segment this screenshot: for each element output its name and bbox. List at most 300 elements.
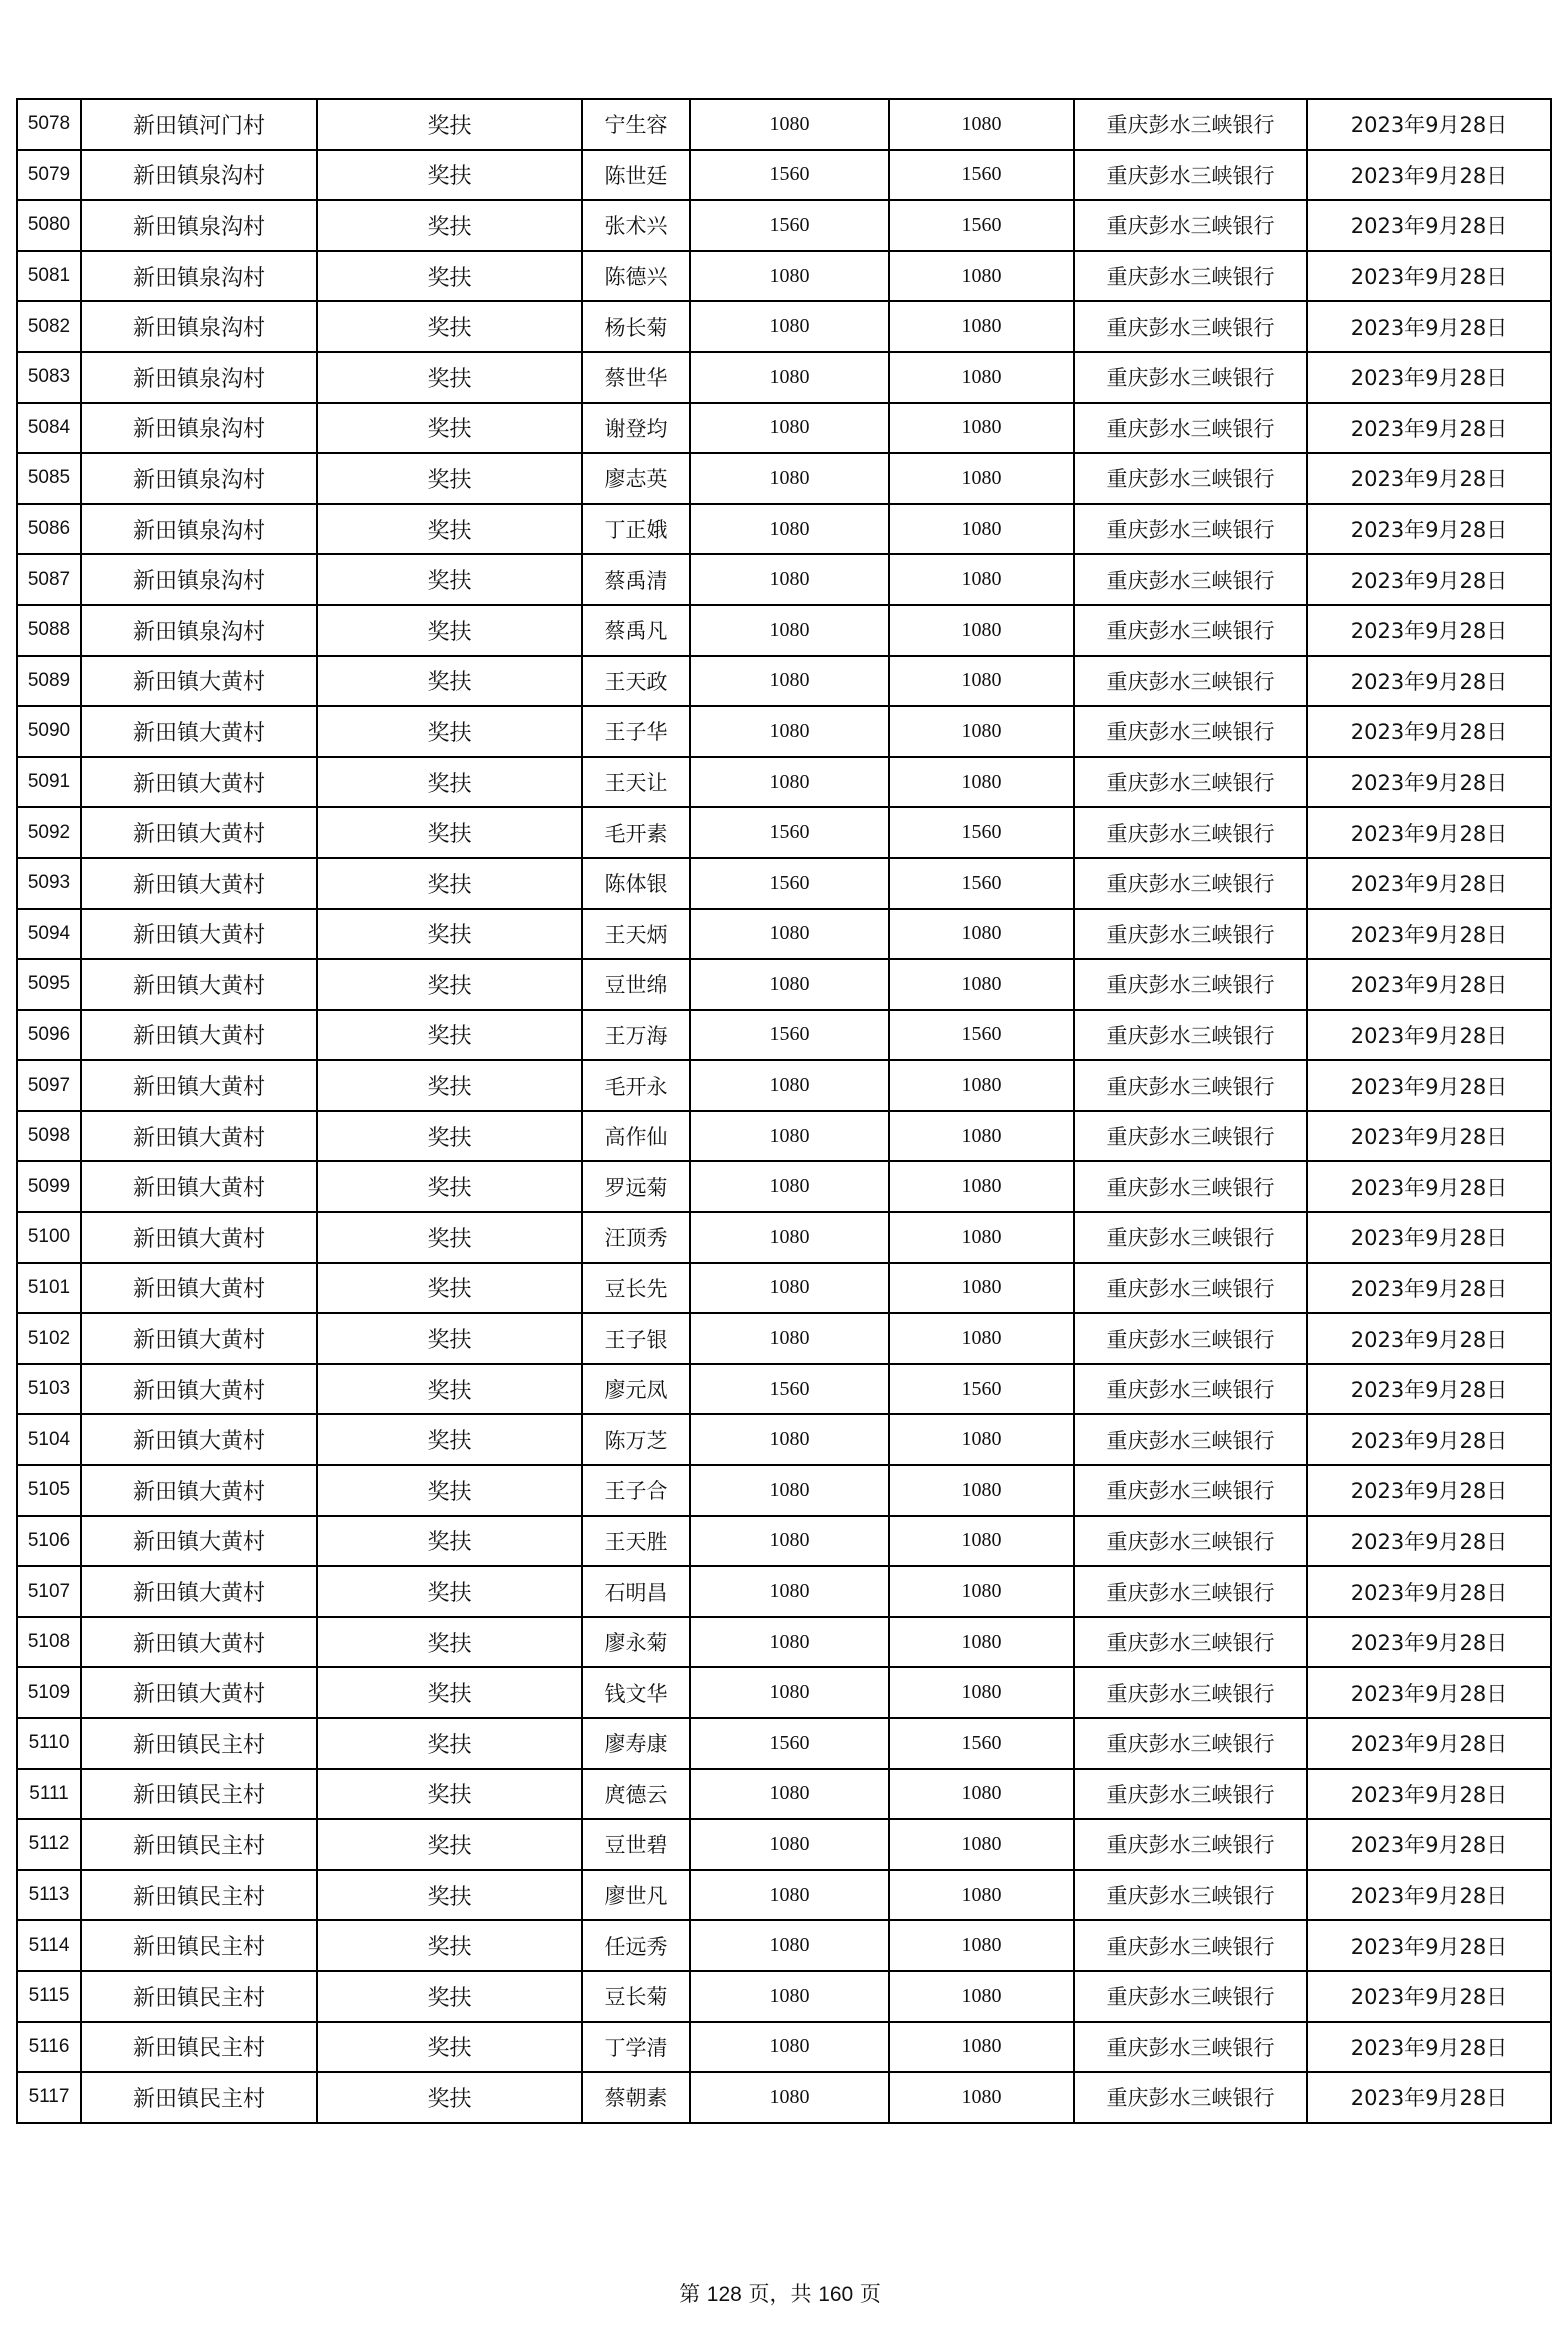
amount-cell: 1080 [690,1060,889,1111]
village-cell: 新田镇泉沟村 [81,504,317,555]
village-cell: 新田镇大黄村 [81,1263,317,1314]
subsidy-type-cell: 奖扶 [317,1819,582,1870]
recipient-name-cell: 廖志英 [582,453,690,504]
row-number-cell: 5112 [17,1819,81,1870]
paid-amount-cell: 1080 [889,1313,1074,1364]
date-cell: 2023年9月28日 [1307,1718,1551,1769]
row-number-cell: 5091 [17,757,81,808]
date-cell: 2023年9月28日 [1307,1870,1551,1921]
amount-cell: 1080 [690,909,889,960]
recipient-name-cell: 蔡朝素 [582,2072,690,2123]
bank-cell: 重庆彭水三峡银行 [1074,1313,1307,1364]
amount-cell: 1080 [690,1161,889,1212]
paid-amount-cell: 1080 [889,1212,1074,1263]
total-page-count: 160 [818,2283,854,2306]
village-cell: 新田镇大黄村 [81,1010,317,1061]
row-number-cell: 5101 [17,1263,81,1314]
village-cell: 新田镇民主村 [81,1819,317,1870]
bank-cell: 重庆彭水三峡银行 [1074,453,1307,504]
row-number-cell: 5099 [17,1161,81,1212]
table-row [17,504,1551,555]
recipient-name-cell: 廖世凡 [582,1870,690,1921]
row-number-cell: 5079 [17,150,81,201]
table-row [17,1617,1551,1668]
amount-cell: 1080 [690,1212,889,1263]
paid-amount-cell: 1080 [889,352,1074,403]
village-cell: 新田镇大黄村 [81,757,317,808]
subsidy-type-cell: 奖扶 [317,2072,582,2123]
paid-amount-cell: 1080 [889,1516,1074,1567]
table-row [17,1971,1551,2022]
table-row [17,2022,1551,2073]
recipient-name-cell: 王子合 [582,1465,690,1516]
row-number-cell: 5094 [17,909,81,960]
bank-cell: 重庆彭水三峡银行 [1074,1414,1307,1465]
row-number-cell: 5083 [17,352,81,403]
amount-cell: 1080 [690,1465,889,1516]
subsidy-type-cell: 奖扶 [317,352,582,403]
recipient-name-cell: 陈万芝 [582,1414,690,1465]
paid-amount-cell: 1560 [889,858,1074,909]
subsidy-type-cell: 奖扶 [317,1566,582,1617]
paid-amount-cell: 1080 [889,1667,1074,1718]
date-cell: 2023年9月28日 [1307,1364,1551,1415]
paid-amount-cell: 1080 [889,1971,1074,2022]
table-row [17,352,1551,403]
subsidy-type-cell: 奖扶 [317,1920,582,1971]
amount-cell: 1080 [690,1617,889,1668]
village-cell: 新田镇大黄村 [81,1060,317,1111]
amount-cell: 1080 [690,504,889,555]
paid-amount-cell: 1080 [889,1566,1074,1617]
recipient-name-cell: 任远秀 [582,1920,690,1971]
date-cell: 2023年9月28日 [1307,706,1551,757]
village-cell: 新田镇大黄村 [81,1566,317,1617]
bank-cell: 重庆彭水三峡银行 [1074,1010,1307,1061]
recipient-name-cell: 汪顶秀 [582,1212,690,1263]
village-cell: 新田镇泉沟村 [81,554,317,605]
date-cell: 2023年9月28日 [1307,2072,1551,2123]
row-number-cell: 5095 [17,959,81,1010]
recipient-name-cell: 蔡禹清 [582,554,690,605]
recipient-name-cell: 王子华 [582,706,690,757]
row-number-cell: 5085 [17,453,81,504]
table-row [17,757,1551,808]
subsidy-type-cell: 奖扶 [317,1364,582,1415]
bank-cell: 重庆彭水三峡银行 [1074,403,1307,454]
paid-amount-cell: 1080 [889,1870,1074,1921]
table-row [17,909,1551,960]
paid-amount-cell: 1560 [889,150,1074,201]
paid-amount-cell: 1080 [889,1920,1074,1971]
subsidy-type-cell: 奖扶 [317,251,582,302]
date-cell: 2023年9月28日 [1307,403,1551,454]
table-row [17,99,1551,150]
bank-cell: 重庆彭水三峡银行 [1074,99,1307,150]
table-row [17,200,1551,251]
recipient-name-cell: 廖元凤 [582,1364,690,1415]
amount-cell: 1080 [690,1920,889,1971]
amount-cell: 1080 [690,1971,889,2022]
paid-amount-cell: 1080 [889,1414,1074,1465]
recipient-name-cell: 蔡禹凡 [582,605,690,656]
table-row [17,1566,1551,1617]
paid-amount-cell: 1560 [889,807,1074,858]
village-cell: 新田镇河门村 [81,99,317,150]
paid-amount-cell: 1080 [889,959,1074,1010]
row-number-cell: 5086 [17,504,81,555]
paid-amount-cell: 1080 [889,403,1074,454]
subsidy-type-cell: 奖扶 [317,959,582,1010]
date-cell: 2023年9月28日 [1307,656,1551,707]
amount-cell: 1080 [690,1566,889,1617]
row-number-cell: 5093 [17,858,81,909]
bank-cell: 重庆彭水三峡银行 [1074,1870,1307,1921]
date-cell: 2023年9月28日 [1307,757,1551,808]
date-cell: 2023年9月28日 [1307,352,1551,403]
date-cell: 2023年9月28日 [1307,1920,1551,1971]
table-row [17,1819,1551,1870]
bank-cell: 重庆彭水三峡银行 [1074,1060,1307,1111]
amount-cell: 1080 [690,1516,889,1567]
subsidy-type-cell: 奖扶 [317,1313,582,1364]
subsidy-type-cell: 奖扶 [317,301,582,352]
amount-cell: 1080 [690,453,889,504]
date-cell: 2023年9月28日 [1307,1465,1551,1516]
recipient-name-cell: 钱文华 [582,1667,690,1718]
table-row [17,1263,1551,1314]
village-cell: 新田镇泉沟村 [81,150,317,201]
recipient-name-cell: 庹德云 [582,1769,690,1820]
amount-cell: 1080 [690,2022,889,2073]
recipient-name-cell: 石明昌 [582,1566,690,1617]
bank-cell: 重庆彭水三峡银行 [1074,706,1307,757]
paid-amount-cell: 1080 [889,2022,1074,2073]
village-cell: 新田镇民主村 [81,1718,317,1769]
amount-cell: 1560 [690,150,889,201]
recipient-name-cell: 王天胜 [582,1516,690,1567]
row-number-cell: 5110 [17,1718,81,1769]
table-row [17,1870,1551,1921]
row-number-cell: 5103 [17,1364,81,1415]
table-row [17,1718,1551,1769]
table-row [17,1920,1551,1971]
village-cell: 新田镇大黄村 [81,1161,317,1212]
village-cell: 新田镇民主村 [81,2022,317,2073]
row-number-cell: 5082 [17,301,81,352]
date-cell: 2023年9月28日 [1307,1161,1551,1212]
row-number-cell: 5092 [17,807,81,858]
paid-amount-cell: 1080 [889,605,1074,656]
table-row [17,807,1551,858]
table-row [17,1161,1551,1212]
paid-amount-cell: 1080 [889,1263,1074,1314]
village-cell: 新田镇民主村 [81,2072,317,2123]
amount-cell: 1560 [690,858,889,909]
row-number-cell: 5111 [17,1769,81,1820]
subsidy-type-cell: 奖扶 [317,200,582,251]
row-number-cell: 5114 [17,1920,81,1971]
row-number-cell: 5090 [17,706,81,757]
recipient-name-cell: 王天炳 [582,909,690,960]
amount-cell: 1080 [690,1667,889,1718]
amount-cell: 1560 [690,1718,889,1769]
village-cell: 新田镇泉沟村 [81,453,317,504]
date-cell: 2023年9月28日 [1307,959,1551,1010]
bank-cell: 重庆彭水三峡银行 [1074,554,1307,605]
bank-cell: 重庆彭水三峡银行 [1074,909,1307,960]
date-cell: 2023年9月28日 [1307,453,1551,504]
recipient-name-cell: 陈体银 [582,858,690,909]
bank-cell: 重庆彭水三峡银行 [1074,1566,1307,1617]
subsidy-type-cell: 奖扶 [317,706,582,757]
recipient-name-cell: 陈世廷 [582,150,690,201]
footer-prefix: 第 [679,2282,701,2306]
subsidy-type-cell: 奖扶 [317,1414,582,1465]
date-cell: 2023年9月28日 [1307,1971,1551,2022]
recipient-name-cell: 丁正娥 [582,504,690,555]
amount-cell: 1080 [690,301,889,352]
date-cell: 2023年9月28日 [1307,1263,1551,1314]
village-cell: 新田镇大黄村 [81,1212,317,1263]
date-cell: 2023年9月28日 [1307,1667,1551,1718]
bank-cell: 重庆彭水三峡银行 [1074,2072,1307,2123]
table-row [17,706,1551,757]
subsidy-type-cell: 奖扶 [317,757,582,808]
subsidy-type-cell: 奖扶 [317,1617,582,1668]
amount-cell: 1560 [690,200,889,251]
table-row [17,1364,1551,1415]
date-cell: 2023年9月28日 [1307,1414,1551,1465]
amount-cell: 1080 [690,1819,889,1870]
subsidy-type-cell: 奖扶 [317,1465,582,1516]
bank-cell: 重庆彭水三峡银行 [1074,1819,1307,1870]
amount-cell: 1560 [690,1364,889,1415]
row-number-cell: 5107 [17,1566,81,1617]
date-cell: 2023年9月28日 [1307,1010,1551,1061]
subsidy-type-cell: 奖扶 [317,1060,582,1111]
row-number-cell: 5108 [17,1617,81,1668]
subsidy-type-cell: 奖扶 [317,1718,582,1769]
bank-cell: 重庆彭水三峡银行 [1074,504,1307,555]
subsidy-type-cell: 奖扶 [317,2022,582,2073]
date-cell: 2023年9月28日 [1307,1212,1551,1263]
table-row [17,1212,1551,1263]
recipient-name-cell: 毛开素 [582,807,690,858]
row-number-cell: 5098 [17,1111,81,1162]
village-cell: 新田镇民主村 [81,1971,317,2022]
paid-amount-cell: 1080 [889,909,1074,960]
bank-cell: 重庆彭水三峡银行 [1074,150,1307,201]
bank-cell: 重庆彭水三峡银行 [1074,1718,1307,1769]
date-cell: 2023年9月28日 [1307,150,1551,201]
paid-amount-cell: 1080 [889,706,1074,757]
recipient-name-cell: 谢登均 [582,403,690,454]
village-cell: 新田镇泉沟村 [81,251,317,302]
amount-cell: 1080 [690,251,889,302]
village-cell: 新田镇大黄村 [81,959,317,1010]
row-number-cell: 5078 [17,99,81,150]
amount-cell: 1080 [690,1313,889,1364]
row-number-cell: 5087 [17,554,81,605]
row-number-cell: 5115 [17,1971,81,2022]
date-cell: 2023年9月28日 [1307,605,1551,656]
recipient-name-cell: 蔡世华 [582,352,690,403]
date-cell: 2023年9月28日 [1307,1060,1551,1111]
date-cell: 2023年9月28日 [1307,858,1551,909]
paid-amount-cell: 1080 [889,301,1074,352]
village-cell: 新田镇大黄村 [81,1111,317,1162]
bank-cell: 重庆彭水三峡银行 [1074,1263,1307,1314]
table-row [17,1516,1551,1567]
subsidy-type-cell: 奖扶 [317,909,582,960]
bank-cell: 重庆彭水三峡银行 [1074,1212,1307,1263]
date-cell: 2023年9月28日 [1307,2022,1551,2073]
recipient-name-cell: 王天让 [582,757,690,808]
table-row [17,1769,1551,1820]
table-row [17,251,1551,302]
date-cell: 2023年9月28日 [1307,554,1551,605]
bank-cell: 重庆彭水三峡银行 [1074,1667,1307,1718]
paid-amount-cell: 1560 [889,200,1074,251]
village-cell: 新田镇大黄村 [81,1617,317,1668]
village-cell: 新田镇大黄村 [81,656,317,707]
amount-cell: 1080 [690,1263,889,1314]
paid-amount-cell: 1080 [889,656,1074,707]
table-row [17,1465,1551,1516]
amount-cell: 1080 [690,1870,889,1921]
subsidy-type-cell: 奖扶 [317,554,582,605]
recipient-name-cell: 宁生容 [582,99,690,150]
recipient-name-cell: 豆世绵 [582,959,690,1010]
village-cell: 新田镇大黄村 [81,1465,317,1516]
table-row [17,1313,1551,1364]
row-number-cell: 5104 [17,1414,81,1465]
table-row [17,1060,1551,1111]
village-cell: 新田镇大黄村 [81,807,317,858]
amount-cell: 1080 [690,656,889,707]
table-row [17,453,1551,504]
subsidy-type-cell: 奖扶 [317,99,582,150]
date-cell: 2023年9月28日 [1307,1111,1551,1162]
amount-cell: 1080 [690,605,889,656]
village-cell: 新田镇大黄村 [81,1414,317,1465]
date-cell: 2023年9月28日 [1307,909,1551,960]
bank-cell: 重庆彭水三峡银行 [1074,1971,1307,2022]
subsidy-type-cell: 奖扶 [317,1971,582,2022]
recipient-name-cell: 豆长先 [582,1263,690,1314]
amount-cell: 1080 [690,554,889,605]
village-cell: 新田镇泉沟村 [81,403,317,454]
table-row [17,403,1551,454]
subsidy-type-cell: 奖扶 [317,605,582,656]
village-cell: 新田镇泉沟村 [81,200,317,251]
bank-cell: 重庆彭水三峡银行 [1074,1161,1307,1212]
subsidy-type-cell: 奖扶 [317,504,582,555]
footer-suffix: 页 [859,2282,881,2306]
recipient-name-cell: 罗远菊 [582,1161,690,1212]
bank-cell: 重庆彭水三峡银行 [1074,757,1307,808]
amount-cell: 1080 [690,99,889,150]
date-cell: 2023年9月28日 [1307,1617,1551,1668]
row-number-cell: 5089 [17,656,81,707]
subsidy-type-cell: 奖扶 [317,858,582,909]
date-cell: 2023年9月28日 [1307,1516,1551,1567]
subsidy-type-cell: 奖扶 [317,807,582,858]
recipient-name-cell: 杨长菊 [582,301,690,352]
recipient-name-cell: 陈德兴 [582,251,690,302]
recipient-name-cell: 丁学清 [582,2022,690,2073]
date-cell: 2023年9月28日 [1307,807,1551,858]
row-number-cell: 5084 [17,403,81,454]
bank-cell: 重庆彭水三峡银行 [1074,858,1307,909]
table-row [17,1010,1551,1061]
recipient-name-cell: 豆长菊 [582,1971,690,2022]
village-cell: 新田镇大黄村 [81,1313,317,1364]
amount-cell: 1080 [690,1414,889,1465]
subsidy-type-cell: 奖扶 [317,1212,582,1263]
table-row [17,1414,1551,1465]
date-cell: 2023年9月28日 [1307,99,1551,150]
date-cell: 2023年9月28日 [1307,1566,1551,1617]
row-number-cell: 5097 [17,1060,81,1111]
table-row [17,2072,1551,2123]
subsidy-type-cell: 奖扶 [317,453,582,504]
village-cell: 新田镇民主村 [81,1920,317,1971]
paid-amount-cell: 1080 [889,453,1074,504]
village-cell: 新田镇民主村 [81,1870,317,1921]
row-number-cell: 5109 [17,1667,81,1718]
bank-cell: 重庆彭水三峡银行 [1074,1516,1307,1567]
village-cell: 新田镇大黄村 [81,1667,317,1718]
amount-cell: 1080 [690,706,889,757]
date-cell: 2023年9月28日 [1307,301,1551,352]
bank-cell: 重庆彭水三峡银行 [1074,1465,1307,1516]
bank-cell: 重庆彭水三峡银行 [1074,301,1307,352]
bank-cell: 重庆彭水三峡银行 [1074,1920,1307,1971]
paid-amount-cell: 1080 [889,251,1074,302]
bank-cell: 重庆彭水三峡银行 [1074,807,1307,858]
amount-cell: 1080 [690,1769,889,1820]
paid-amount-cell: 1560 [889,1364,1074,1415]
amount-cell: 1080 [690,2072,889,2123]
table-row [17,605,1551,656]
bank-cell: 重庆彭水三峡银行 [1074,1769,1307,1820]
subsidy-type-cell: 奖扶 [317,1667,582,1718]
paid-amount-cell: 1080 [889,1465,1074,1516]
bank-cell: 重庆彭水三峡银行 [1074,1111,1307,1162]
village-cell: 新田镇泉沟村 [81,301,317,352]
date-cell: 2023年9月28日 [1307,251,1551,302]
date-cell: 2023年9月28日 [1307,1769,1551,1820]
recipient-name-cell: 高作仙 [582,1111,690,1162]
row-number-cell: 5100 [17,1212,81,1263]
subsidy-type-cell: 奖扶 [317,1263,582,1314]
amount-cell: 1560 [690,807,889,858]
subsidy-type-cell: 奖扶 [317,1769,582,1820]
bank-cell: 重庆彭水三峡银行 [1074,605,1307,656]
row-number-cell: 5105 [17,1465,81,1516]
table-row [17,1667,1551,1718]
table-row [17,1111,1551,1162]
date-cell: 2023年9月28日 [1307,1819,1551,1870]
paid-amount-cell: 1080 [889,2072,1074,2123]
subsidy-type-cell: 奖扶 [317,150,582,201]
village-cell: 新田镇大黄村 [81,1516,317,1567]
recipient-name-cell: 张术兴 [582,200,690,251]
current-page-number: 128 [706,2283,742,2306]
subsidy-type-cell: 奖扶 [317,1161,582,1212]
